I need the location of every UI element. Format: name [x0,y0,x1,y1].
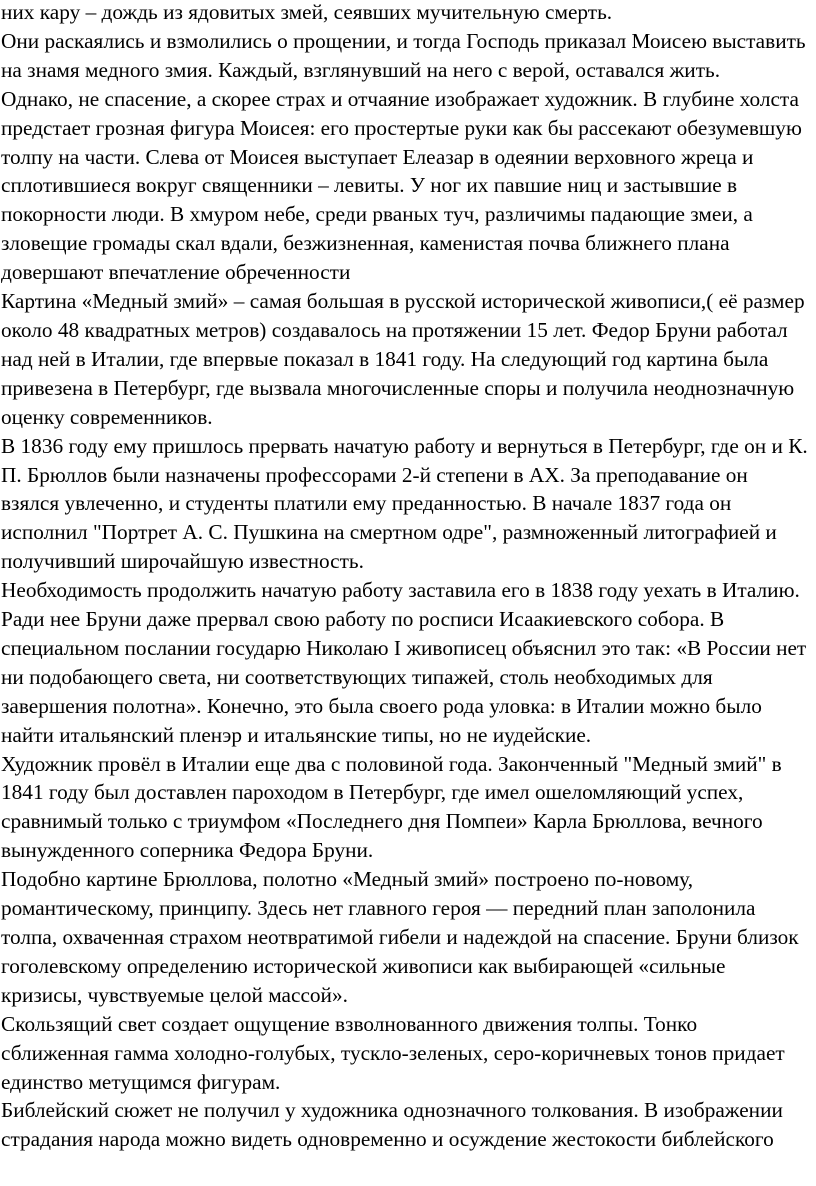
paragraph-5: В 1836 году ему пришлось прервать начатую работу и вернуться в Петербург, где он и К. П. Брюллов были назначены профессорами 2-й степени в АХ. За преподавание он взялся увлеченно, и студенты платили ему преданностью. В начале 1837 года он исполнил "Портрет А. С. Пушкина на смертном одре", размноженный литографией и получивший широчайшую известность. [1,433,808,574]
paragraph-1: них кару – дождь из ядовитых змей, сеявших мучительную смерть. [1,0,613,24]
paragraph-2: Они раскаялись и взмолились о прощении, и тогда Господь приказал Моисею выставить на знамя медного змия. Каждый, взглянувший на него с верой, оставался жить. [1,28,806,82]
paragraph-10: Библейский сюжет не получил у художника однозначного толкования. В изображении страдания народа можно видеть одновременно и осуждение жестокости библейского [1,1098,783,1152]
paragraph-7: Художник провёл в Италии еще два с половиной года. Законченный "Медный змий" в 1841 году был доставлен пароходом в Петербург, где имел ошеломляющий успех, сравнимый только с триумфом «Последнего дня Помпеи» Карла Брюллова, вечного вынужденного соперника Федора Бруни. [1,751,782,863]
paragraph-4: Картина «Медный змий» – самая большая в русской исторической живописи,( её размер около 48 квадратных метров) создавалось на протяжении 15 лет. Федор Бруни работал над ней в Италии, где впервые показал в 1841 году. На следующий год картина была привезена в Петербург, где вызвала многочисленные споры и получила неоднозначную оценку современников. [1,289,805,429]
paragraph-3: Однако, не спасение, а скорее страх и отчаяние изображает художник. В глубине холста предстает грозная фигура Моисея: его простертые руки как бы рассекают обезумевшую толпу на части. Слева от Моисея выступает Елеазар в одеянии верховного жреца и сплотившиеся вокруг священники – левиты. У ног их павшие ниц и застывшие в покорности люди. В хмуром небе, среди рваных туч, различимы падающие змеи, а зловещие громады скал вдали, безжизненная, каменистая почва ближнего плана довершают впечатление обреченности [1,86,802,285]
paragraph-9: Скользящий свет создает ощущение взволнованного движения толпы. Тонко сближенная гамма холодно-голубых, тускло-зеленых, серо-коричневых тонов придает единство метущимся фигурам. [1,1011,785,1094]
paragraph-8: Подобно картине Брюллова, полотно «Медный змий» построено по-новому, романтическому, принципу. Здесь нет главного героя — передний план заполонила толпа, охваченная страхом неотвратимой гибели и надеждой на спасение. Бруни близок гоголевскому определению исторической живописи как выбирающей «сильные кризисы, чувствуемые целой массой». [1,867,799,1007]
paragraph-6: Необходимость продолжить начатую работу заставила его в 1838 году уехать в Италию. Ради нее Бруни даже прервал свою работу по росписи Исаакиевского собора. В специальном послании государю Николаю I живописец объяснил это так: «В России нет ни подобающего света, ни соответствующих типажей, столь необходимых для завершения полотна». Конечно, это была своего рода уловка: в Италии можно было найти итальянский пленэр и итальянские типы, но не иудейские. [1,578,807,747]
